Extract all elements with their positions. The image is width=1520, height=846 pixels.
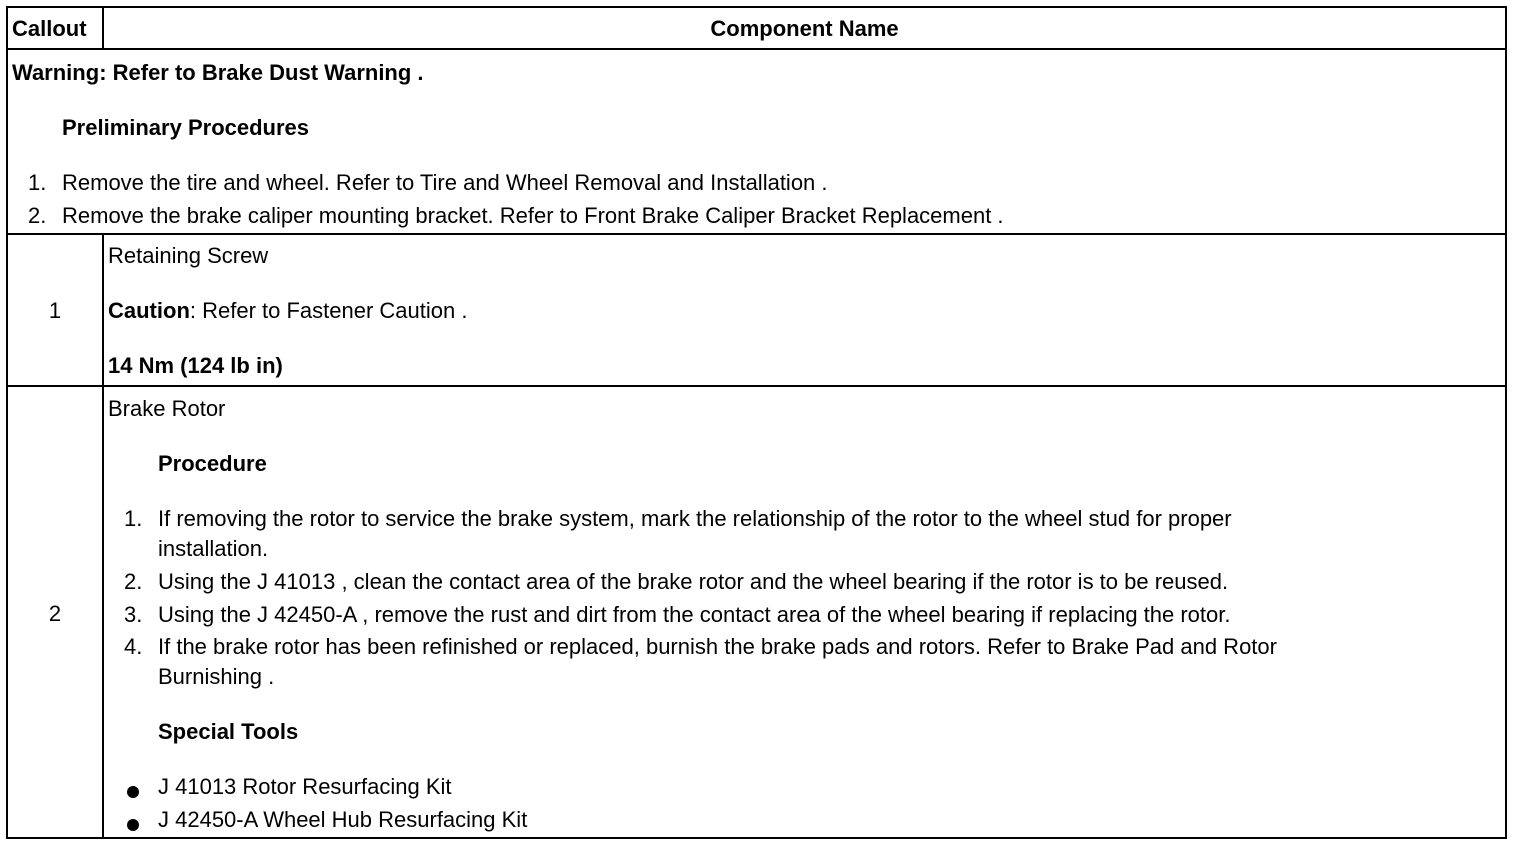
special-tools-heading: Special Tools <box>158 719 299 744</box>
table-row <box>8 233 1505 387</box>
warning-text: : Refer to Brake Dust Warning . <box>99 60 424 85</box>
procedure-step-text: If removing the rotor to service the brake system, mark the relationship of the rotor to the wheel stud for proper <box>158 506 1232 531</box>
components-table <box>6 6 1507 839</box>
procedure-step-text: If the brake rotor has been refinished or replaced, burnish the brake pads and rotors. Refer to Brake Pad and Rotor <box>158 634 1277 659</box>
procedure-step-num: 2. <box>124 569 143 594</box>
bullet-icon <box>127 819 139 831</box>
callout-number: 2 <box>48 601 62 626</box>
prelim-step-text: Remove the tire and wheel. Refer to Tire and Wheel Removal and Installation . <box>62 170 828 195</box>
table-row <box>8 385 1505 839</box>
warning-row <box>8 48 1505 235</box>
header-row <box>8 8 1505 50</box>
callout-number: 1 <box>48 298 62 323</box>
procedure-heading: Procedure <box>158 451 267 476</box>
prelim-step-text: Remove the brake caliper mounting bracket. Refer to Front Brake Caliper Bracket Replacement . <box>62 203 1004 228</box>
procedure-step-text: Using the J 41013 , clean the contact area of the brake rotor and the wheel bearing if the rotor is to be reused. <box>158 569 1229 594</box>
warning-label: Warning <box>12 60 100 85</box>
callout-header: Callout <box>12 16 87 41</box>
procedure-step-num: 4. <box>124 634 143 659</box>
procedure-step-text-cont: Burnishing . <box>158 664 275 689</box>
bullet-icon <box>127 786 139 798</box>
prelim-step-num: 2. <box>28 203 47 228</box>
caution-line <box>108 298 467 324</box>
component-name: Retaining Screw <box>108 243 269 268</box>
special-tool-item: J 41013 Rotor Resurfacing Kit <box>158 774 452 799</box>
caution-text: : Refer to Fastener Caution . <box>189 298 468 323</box>
warning-line <box>12 60 424 86</box>
torque-spec: 14 Nm (124 lb in) <box>108 353 283 378</box>
special-tool-item: J 42450-A Wheel Hub Resurfacing Kit <box>158 807 528 832</box>
prelim-step-num: 1. <box>28 170 47 195</box>
procedure-step-text: Using the J 42450-A , remove the rust and dirt from the contact area of the wheel bearing if replacing the rotor. <box>158 602 1231 627</box>
procedure-step-num: 1. <box>124 506 143 531</box>
caution-label: Caution <box>108 298 190 323</box>
procedure-step-text-cont: installation. <box>158 536 269 561</box>
column-divider <box>102 387 104 839</box>
component-name-header: Component Name <box>710 16 899 41</box>
preliminary-heading: Preliminary Procedures <box>62 115 310 140</box>
procedure-step-num: 3. <box>124 602 143 627</box>
column-divider <box>102 235 104 387</box>
component-name: Brake Rotor <box>108 396 226 421</box>
